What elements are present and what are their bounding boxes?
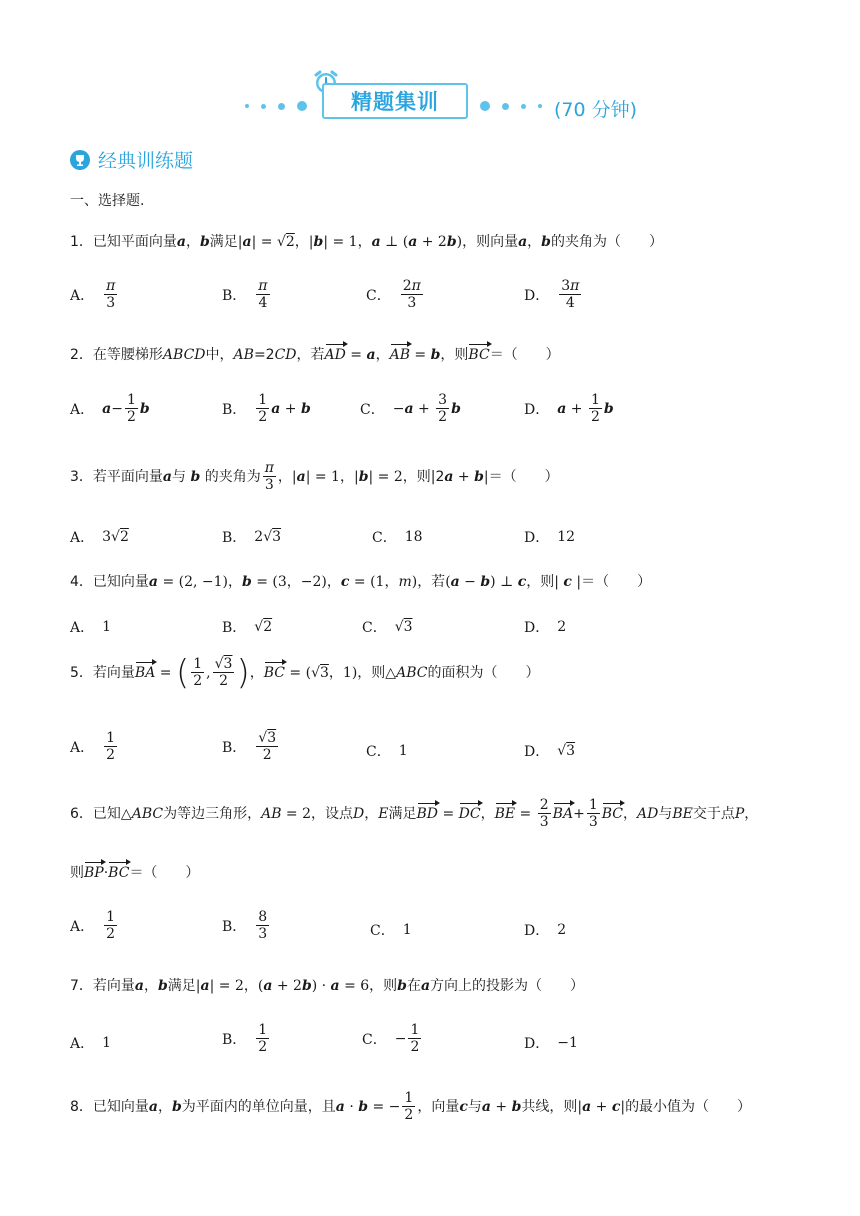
section-title: 经典训练题 [98, 150, 194, 172]
question-5: 5． 若向量 BA = ( $\frac{1}{2}$ , $\frac{√3}{2}$ ) ， BC = (√3，1) ，则△ ABC 的面积为（ ） [70, 653, 540, 693]
q4-option-b[interactable]: B． √2 [222, 619, 273, 636]
question-3: 3． 若平面向量 a 与 b 的夹角为 $\frac{\pi}{3}$ ，|a| = 1，|b| = 2 ，则|2 a + b| ＝（ ） [70, 460, 559, 494]
q5-option-c[interactable]: C． 1 [366, 743, 408, 760]
q3-option-a[interactable]: A． 3√2 [70, 529, 129, 546]
q1-option-c[interactable]: C． $\frac{2\pi}{3}$ [366, 278, 421, 312]
q6-option-c[interactable]: C． 1 [370, 922, 412, 939]
q7-option-b[interactable]: B． $\frac{1}{2}$ [222, 1022, 268, 1056]
question-2: 2．在等腰梯形ABCD中，AB=2CD，若AD = a，AB = b，则BC＝（ ） [70, 347, 560, 363]
q6-option-a[interactable]: A． $\frac{1}{2}$ [70, 909, 116, 943]
question-8: 8． 已知向量 a ， b 为平面内的单位向量，且 a · b = − $\frac{1}{2}$ ，向量 c 与 a + b 共线，则 |a + c| 的最小值为（ ） [70, 1090, 752, 1124]
question-7: 7．若向量a，b满足|a| = 2，(a + 2b) · a = 6，则b在a方向上的投影为（ ） [70, 978, 585, 994]
q4-option-c[interactable]: C． √3 [362, 619, 413, 636]
q7-option-c[interactable]: C． − $\frac{1}{2}$ [362, 1022, 420, 1056]
trophy-icon [70, 150, 90, 170]
q4-option-d[interactable]: D． 2 [524, 619, 567, 636]
banner-dots-right [480, 101, 542, 111]
banner-dots-left [245, 101, 307, 111]
question-6: 6． 已知△ ABC 为等边三角形， AB = 2 ，设点 D ， E 满足 BD = DC ， BE = $\frac{2}{3}$ BA + $\frac{1}{3}$ BC ， AD 与 BE 交于点 P ， [70, 797, 759, 831]
q3-option-c[interactable]: C． 18 [372, 529, 423, 546]
duration-label: (70 分钟) [554, 99, 638, 121]
q2-option-a[interactable]: A． a − $\frac{1}{2}$ b [70, 392, 150, 426]
q5-option-d[interactable]: D． √3 [524, 743, 576, 760]
q2-option-c[interactable]: C． − a + $\frac{3}{2}$ b [360, 392, 461, 426]
q1-option-b[interactable]: B． $\frac{\pi}{4}$ [222, 278, 268, 312]
q2-option-d[interactable]: D． a + $\frac{1}{2}$ b [524, 392, 614, 426]
part-title: 一、选择题. [70, 193, 145, 209]
q1-option-d[interactable]: D． $\frac{3\pi}{4}$ [524, 278, 580, 312]
q5-option-a[interactable]: A． $\frac{1}{2}$ [70, 730, 116, 764]
q1-option-a[interactable]: A． $\frac{\pi}{3}$ [70, 278, 116, 312]
question-1: 1．已知平面向量a，b满足|a| = √2，|b| = 1，a ⊥ (a + 2b)，则向量a，b的夹角为（ ） [70, 234, 663, 250]
q5-option-b[interactable]: B． $\frac{√3}{2}$ [222, 730, 277, 764]
q6-option-b[interactable]: B． $\frac{8}{3}$ [222, 909, 268, 943]
q3-option-d[interactable]: D． 12 [524, 529, 576, 546]
question-4: 4．已知向量a = (2, −1)，b = (3，−2)，c = (1，m)，若(a − b) ⊥ c，则| c |＝（ ） [70, 574, 652, 590]
q7-option-d[interactable]: D． −1 [524, 1035, 578, 1052]
q3-option-b[interactable]: B． 2√3 [222, 529, 282, 546]
q4-option-a[interactable]: A． 1 [70, 619, 112, 636]
q6-option-d[interactable]: D． 2 [524, 922, 567, 939]
question-6-line-2: 则BP·BC＝（ ） [70, 865, 200, 881]
q2-option-b[interactable]: B． $\frac{1}{2}$ a + b [222, 392, 311, 426]
banner-title: 精题集训 [322, 83, 468, 119]
q7-option-a[interactable]: A． 1 [70, 1035, 112, 1052]
section-header [70, 146, 193, 173]
